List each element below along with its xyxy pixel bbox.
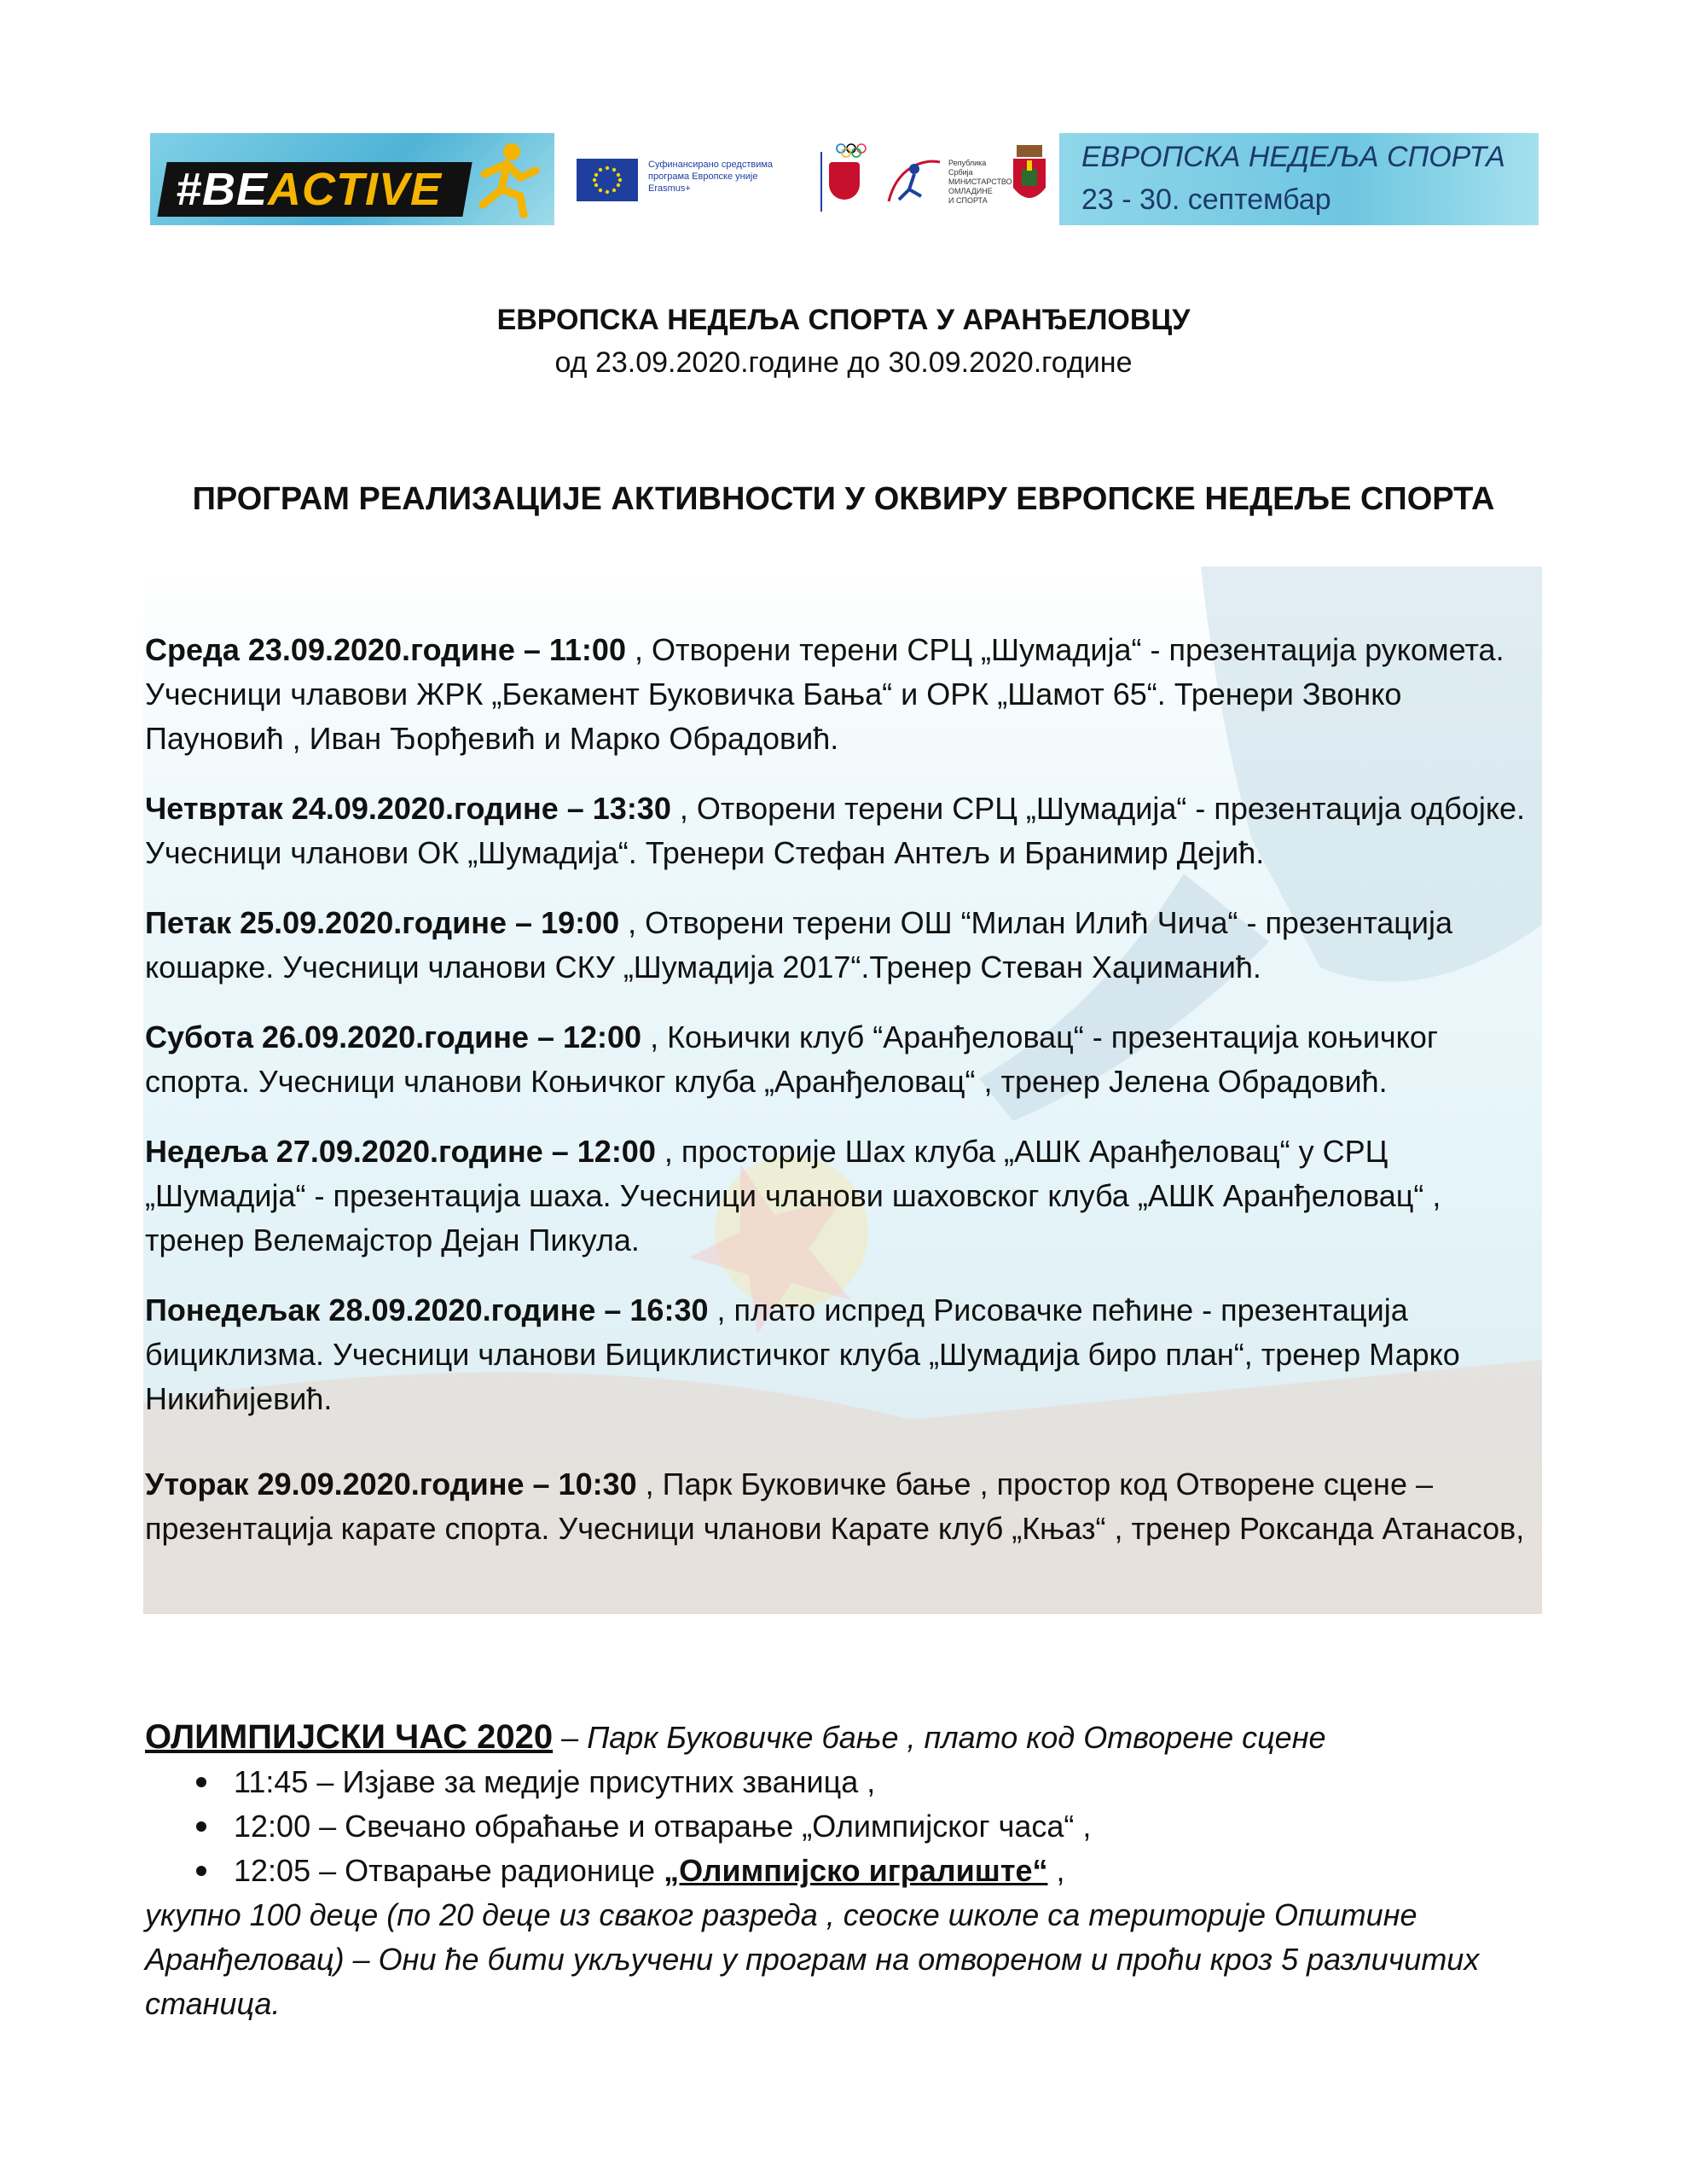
ministry-text: Република Србија МИНИСТАРСТВО ОМЛАДИНЕ И СПОРТА <box>948 159 1012 205</box>
arandjelovac-coat-of-arms-icon <box>1010 145 1049 210</box>
schedule-entry-date: Среда 23.09.2020.године – 11:00 <box>145 632 626 667</box>
schedule-entry-date: Понедељак 28.09.2020.године – 16:30 <box>145 1292 709 1327</box>
schedule-entry-date: Недеља 27.09.2020.године – 12:00 <box>145 1134 656 1169</box>
sport-week-banner <box>1059 133 1539 225</box>
schedule-entry-details: , Отворени терени СРЦ „Шумадија“ - презентација одбојке. Учесници чланови ОК „Шумадија“. Тренери Стефан Антељ и Бранимир Дејић. <box>145 791 1526 870</box>
sport-week-banner-dates: 23 - 30. септембар <box>1081 183 1331 216</box>
eu-cofunded-text: Суфинансирано средствима програма Европске уније Erasmus+ <box>648 160 774 194</box>
document-dates: од 23.09.2020.године до 30.09.2020.године <box>554 346 1133 379</box>
schedule-entry-date: Четвртак 24.09.2020.године – 13:30 <box>145 791 671 826</box>
olympic-hour-heading <box>145 1715 1544 1760</box>
schedule-entry-date: Петак 25.09.2020.године – 19:00 <box>145 905 620 940</box>
olympic-hour-section <box>145 1715 1544 2026</box>
schedule-entry-details: , просторије Шах клуба „АШК Аранђеловац“ у СРЦ „Шумадија“ - презентација шаха. Учесници чланови шаховског клуба „АШК Аранђеловац“ , тренер Велемајстор Дејан Пикула. <box>145 1134 1441 1258</box>
ministry-sport-logo-icon <box>880 150 948 210</box>
eu-flag-icon <box>577 159 638 201</box>
schedule-entry-details: , плато испред Рисовачке пећине - презентација бициклизма. Учесници чланови Бициклистичког клуба „Шумадија биро план“, тренер Марко Никићијевић. <box>145 1292 1460 1416</box>
olympic-rings-icon <box>834 142 868 159</box>
schedule-entry-date: Субота 26.09.2020.године – 12:00 <box>145 1019 642 1054</box>
olympic-hour-title: ОЛИМПИЈСКИ ЧАС 2020 <box>145 1718 554 1756</box>
schedule-entry <box>145 901 1544 990</box>
agenda-item-text: 12:05 – Отварање радионице <box>234 1853 664 1888</box>
beactive-banner <box>150 133 554 225</box>
logo-divider <box>820 152 822 212</box>
olympic-hour-dash: – <box>553 1720 588 1755</box>
sport-week-banner-title: ЕВРОПСКА НЕДЕЉА СПОРТА <box>1081 141 1505 173</box>
schedule-entry <box>145 787 1544 875</box>
schedule-list <box>145 628 1544 1577</box>
schedule-entry <box>145 1462 1544 1551</box>
partner-logos <box>573 133 1059 225</box>
program-title: ПРОГРАМ РЕАЛИЗАЦИЈЕ АКТИВНОСТИ У ОКВИРУ ЕВРОПСКЕ НЕДЕЉЕ СПОРТА <box>192 481 1495 517</box>
olympic-hour-location: Парк Буковичке бање , плато код Отворене сцене <box>587 1720 1326 1755</box>
agenda-item <box>145 1804 1544 1849</box>
schedule-entry-details: , Отворени терени ОШ “Милан Илић Чича“ - презентација кошарке. Учесници чланови СКУ „Шумадија 2017“.Тренер Стеван Хаџиманић. <box>145 905 1453 985</box>
agenda-item <box>145 1760 1544 1804</box>
agenda-item-text: 11:45 – Изјаве за медије присутних званица , <box>234 1764 876 1799</box>
bullet-icon <box>196 1777 206 1787</box>
workshop-tail: , <box>1047 1853 1065 1888</box>
schedule-entry <box>145 1015 1544 1104</box>
agenda-item-text: 12:00 – Свечано обраћање и отварање „Олимпијског часа“ , <box>234 1809 1092 1844</box>
bullet-icon <box>196 1821 206 1832</box>
beactive-logo-text <box>176 164 442 215</box>
beactive-active: ACTIVE <box>268 164 443 215</box>
schedule-entry-details: , Парк Буковичке бање , простор код Отворене сцене – презентација карате спорта. Учесници чланови Карате клуб „Књаз“ , тренер Роксанда Атанасов, <box>145 1467 1525 1546</box>
workshop-name: „Олимпијско игралиште“ <box>664 1853 1048 1888</box>
olympic-hour-description: укупно 100 деце (по 20 деце из сваког разреда , сеоске школе са територије Општине Аранђеловац) – Они ће бити укључени у програм на отвореном и проћи кроз 5 различитих станица. <box>145 1897 1480 2021</box>
schedule-entry-details: , Отворени терени СРЦ „Шумадија“ - презентација рукомета. Учесници члавови ЖРК „Бекамент Буковичка Бања“ и ОРК „Шамот 65“. Тренери Звонко Пауновић , Иван Ђорђевић и Марко Обрадовић. <box>145 632 1504 756</box>
schedule-entry-details: , Коњички клуб “Аранђеловац“ - презентација коњичког спорта. Учесници чланови Коњичког клуба „Аранђеловац“ , тренер Јелена Обрадовић. <box>145 1019 1438 1099</box>
beactive-hash: #BE <box>176 164 269 215</box>
schedule-entry-date: Уторак 29.09.2020.године – 10:30 <box>145 1467 637 1502</box>
runner-icon <box>467 140 544 218</box>
schedule-entry <box>145 1130 1544 1263</box>
olympic-hour-agenda <box>145 1760 1544 1893</box>
schedule-entry <box>145 1288 1544 1421</box>
serbia-coat-of-arms-icon <box>829 162 860 200</box>
agenda-item <box>145 1849 1544 1893</box>
document-title: ЕВРОПСКА НЕДЕЉА СПОРТА У АРАНЂЕЛОВЦУ <box>496 304 1191 336</box>
bullet-icon <box>196 1866 206 1876</box>
schedule-entry <box>145 628 1544 761</box>
